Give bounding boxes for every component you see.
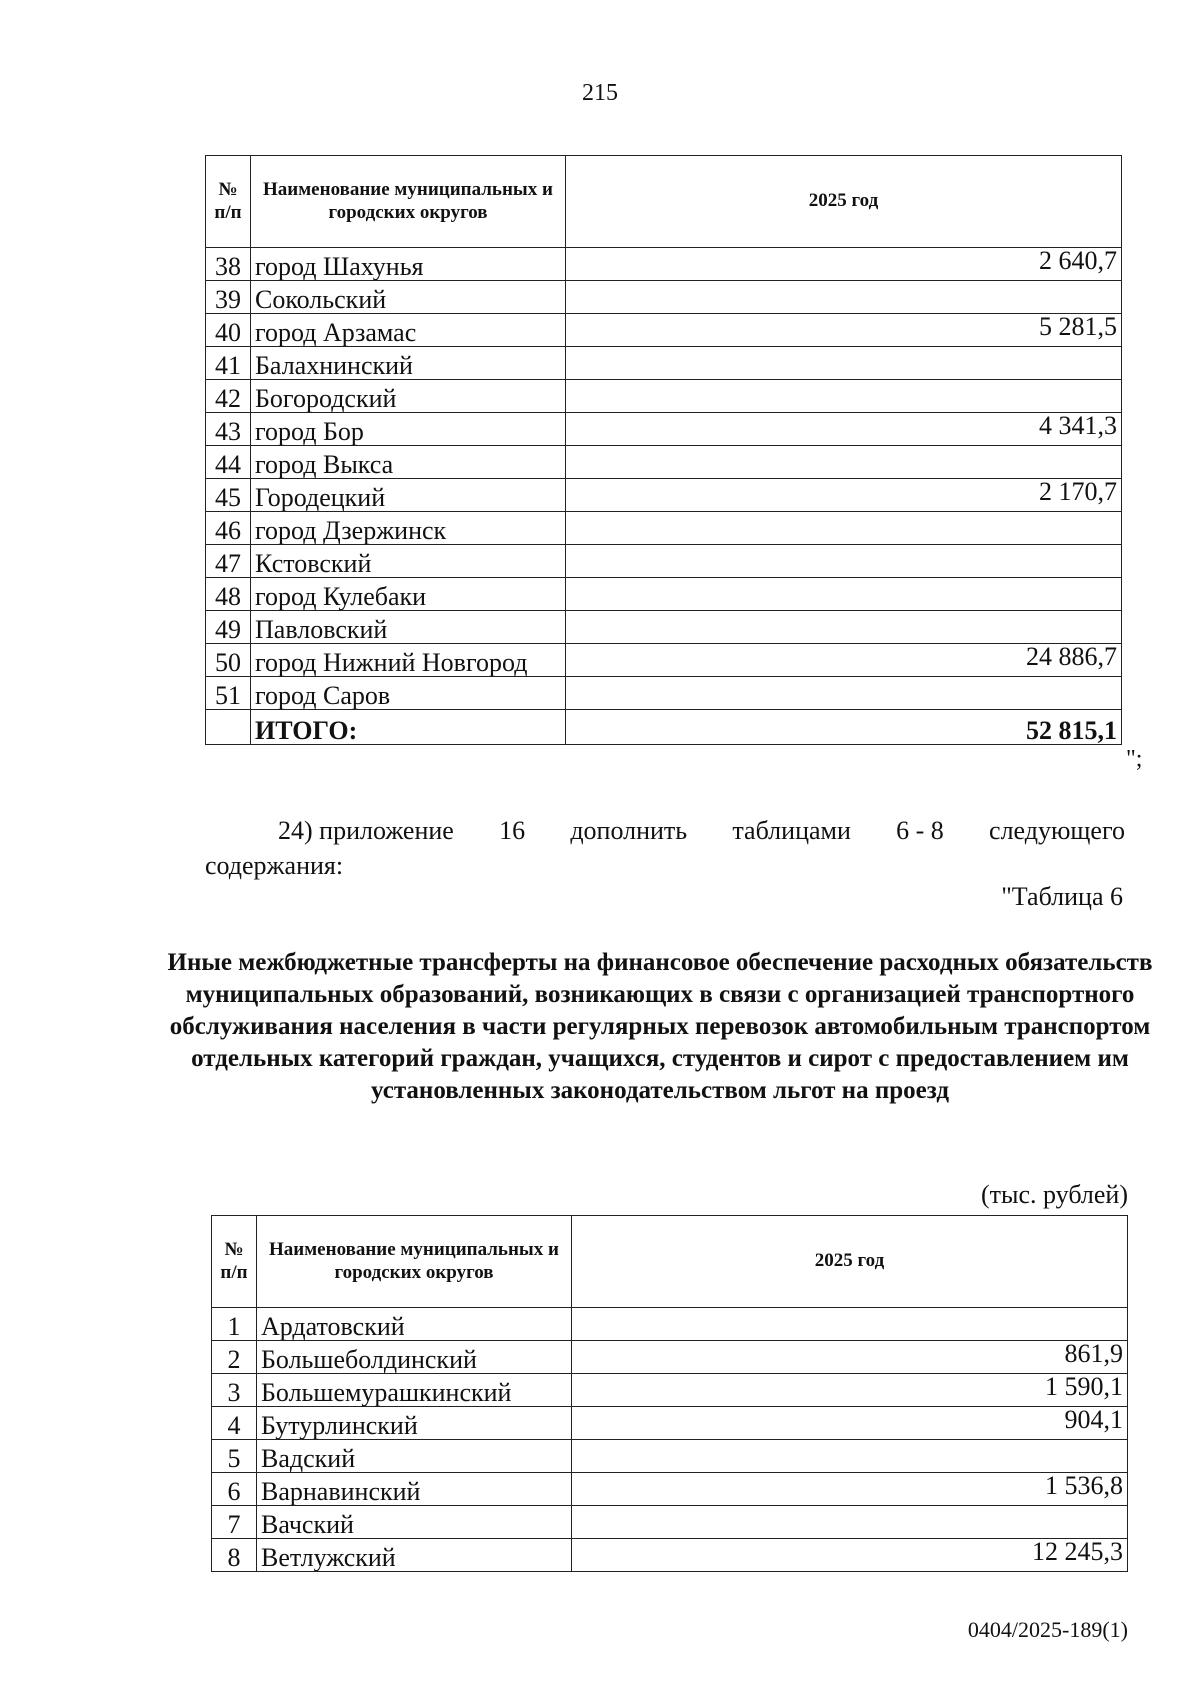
row-value: 2 640,7 [566, 248, 1122, 281]
row-number: 41 [206, 347, 251, 380]
row-number: 39 [206, 281, 251, 314]
units-label: (тыс. рублей) [980, 1180, 1128, 1209]
page-number: 215 [582, 80, 618, 106]
row-value: 12 245,3 [572, 1539, 1128, 1572]
row-number: 43 [206, 413, 251, 446]
table-row [212, 1440, 1128, 1473]
row-value [566, 512, 1122, 545]
table-row [212, 1473, 1128, 1506]
header-name: Наименование муниципальных и городских округов [257, 1216, 572, 1308]
paragraph-word: следующего [989, 816, 1125, 845]
row-value [566, 281, 1122, 314]
row-number: 48 [206, 578, 251, 611]
table-row [206, 248, 1122, 281]
row-value [566, 611, 1122, 644]
row-number: 38 [206, 248, 251, 281]
header-name: Наименование муниципальных и городских округов [251, 156, 566, 248]
paragraph-word: 24) приложение [278, 816, 454, 845]
paragraph-word: 6 - 8 [896, 816, 944, 845]
table-row [206, 446, 1122, 479]
table-row [212, 1308, 1128, 1341]
table-row [212, 1539, 1128, 1572]
row-number: 8 [212, 1539, 257, 1572]
total-row [206, 710, 1122, 745]
row-number: 49 [206, 611, 251, 644]
table-row [206, 380, 1122, 413]
table-row [206, 677, 1122, 710]
paragraph-word: таблицами [732, 816, 851, 845]
row-value: 5 281,5 [566, 314, 1122, 347]
row-name: город Шахунья [251, 248, 566, 281]
table-row [212, 1374, 1128, 1407]
row-number: 44 [206, 446, 251, 479]
row-value: 2 170,7 [566, 479, 1122, 512]
row-name: Павловский [251, 611, 566, 644]
row-number: 6 [212, 1473, 257, 1506]
row-value [572, 1506, 1128, 1539]
row-value: 24 886,7 [566, 644, 1122, 677]
table-row [206, 578, 1122, 611]
row-name: город Кулебаки [251, 578, 566, 611]
table-row [206, 611, 1122, 644]
row-number: 47 [206, 545, 251, 578]
row-name: Богородский [251, 380, 566, 413]
row-number: 40 [206, 314, 251, 347]
row-number: 51 [206, 677, 251, 710]
total-label: ИТОГО: [251, 710, 566, 745]
row-number: 42 [206, 380, 251, 413]
row-name: город Бор [251, 413, 566, 446]
row-number: 7 [212, 1506, 257, 1539]
row-name: Вачский [257, 1506, 572, 1539]
row-number: 2 [212, 1341, 257, 1374]
row-number: 50 [206, 644, 251, 677]
row-number: 1 [212, 1308, 257, 1341]
row-name: город Дзержинск [251, 512, 566, 545]
row-value [566, 446, 1122, 479]
row-name: город Выкса [251, 446, 566, 479]
row-value [566, 347, 1122, 380]
table-row [206, 347, 1122, 380]
row-name: Вадский [257, 1440, 572, 1473]
row-name: Ардатовский [257, 1308, 572, 1341]
header-num: № п/п [206, 156, 251, 248]
table-row [212, 1506, 1128, 1539]
header-year: 2025 год [566, 156, 1122, 248]
table-5-body [206, 248, 1122, 710]
row-value [566, 545, 1122, 578]
row-name: город Саров [251, 677, 566, 710]
row-number: 3 [212, 1374, 257, 1407]
row-name: Балахнинский [251, 347, 566, 380]
row-name: Бутурлинский [257, 1407, 572, 1440]
row-number: 4 [212, 1407, 257, 1440]
table-row [206, 512, 1122, 545]
table-row [206, 644, 1122, 677]
row-name: Ветлужский [257, 1539, 572, 1572]
row-value: 4 341,3 [566, 413, 1122, 446]
row-name: Большемурашкинский [257, 1374, 572, 1407]
row-value: 904,1 [572, 1407, 1128, 1440]
table-closing-mark: "; [1126, 746, 1143, 772]
row-value [566, 578, 1122, 611]
table-row [206, 314, 1122, 347]
row-name: город Нижний Новгород [251, 644, 566, 677]
paragraph-word: 16 [499, 816, 526, 845]
table-row [206, 479, 1122, 512]
row-number: 45 [206, 479, 251, 512]
row-value [572, 1440, 1128, 1473]
row-name: Городецкий [251, 479, 566, 512]
table-6-title: Иные межбюджетные трансферты на финансовое обеспечение расходных обязательств муниципальных образований, возникающих в связи с организацией транспортного обслуживания населения в части регулярных перевозок автомобильным транспортом отдельных категорий граждан, учащихся, студентов и сирот с предоставлением им установленных законодательством льгот на проезд [167, 949, 1153, 1104]
row-value: 861,9 [572, 1341, 1128, 1374]
total-num-cell [206, 710, 251, 745]
document-code: 0404/2025-189(1) [967, 1617, 1128, 1642]
row-number: 5 [212, 1440, 257, 1473]
table-row [212, 1407, 1128, 1440]
paragraph-line-1 [205, 814, 1125, 848]
header-year: 2025 год [572, 1216, 1128, 1308]
row-value: 1 536,8 [572, 1473, 1128, 1506]
table-6-body [212, 1308, 1128, 1572]
row-value [566, 380, 1122, 413]
row-value [572, 1308, 1128, 1341]
table-row [206, 281, 1122, 314]
row-name: Варнавинский [257, 1473, 572, 1506]
row-name: город Арзамас [251, 314, 566, 347]
table-6-label: "Таблица 6 [1001, 882, 1123, 911]
row-name: Кстовский [251, 545, 566, 578]
row-value [566, 677, 1122, 710]
table-row [206, 413, 1122, 446]
row-number: 46 [206, 512, 251, 545]
table-row [212, 1341, 1128, 1374]
row-name: Сокольский [251, 281, 566, 314]
table-row [206, 545, 1122, 578]
paragraph-line-2: содержания: [205, 851, 344, 880]
table-6 [211, 1215, 1128, 1572]
header-num: № п/п [212, 1216, 257, 1308]
table-5-continuation [205, 155, 1122, 745]
paragraph-word: дополнить [570, 816, 688, 845]
total-value: 52 815,1 [566, 710, 1122, 745]
row-value: 1 590,1 [572, 1374, 1128, 1407]
row-name: Большеболдинский [257, 1341, 572, 1374]
